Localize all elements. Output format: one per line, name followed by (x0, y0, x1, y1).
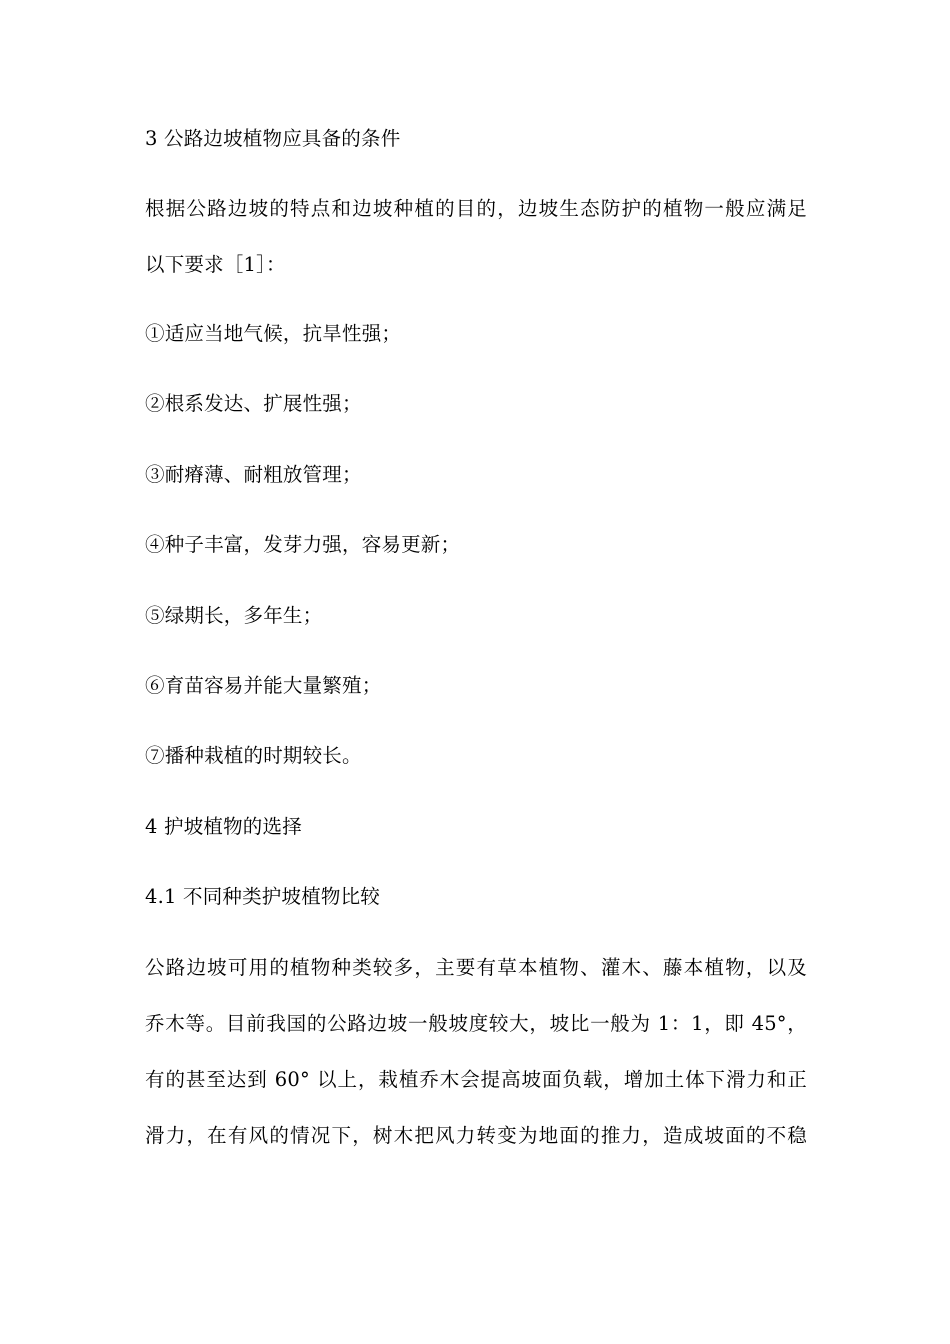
paragraph-line-2: 乔木等。目前我国的公路边坡一般坡度较大，坡比一般为 1：1，即 45°， (145, 1012, 807, 1035)
section-3-intro-line-2: 以下要求［1］： (145, 253, 286, 276)
requirement-item-3: ③耐瘠薄、耐粗放管理； (145, 463, 362, 486)
section-4-1-subheading: 4.1 不同种类护坡植物比较 (145, 885, 381, 908)
requirement-item-4: ④种子丰富，发芽力强，容易更新； (145, 533, 461, 556)
section-3-intro-line-1: 根据公路边坡的特点和边坡种植的目的，边坡生态防护的植物一般应满足 (145, 197, 807, 220)
section-4-heading: 4 护坡植物的选择 (145, 815, 302, 838)
requirement-item-5: ⑤绿期长，多年生； (145, 604, 323, 627)
requirement-item-1: ①适应当地气候，抗旱性强； (145, 322, 402, 345)
requirement-item-7: ⑦播种栽植的时期较长。 (145, 744, 362, 767)
requirement-item-2: ②根系发达、扩展性强； (145, 392, 362, 415)
section-3-heading: 3 公路边坡植物应具备的条件 (145, 127, 401, 150)
paragraph-line-4: 滑力，在有风的情况下，树木把风力转变为地面的推力，造成坡面的不稳 (145, 1124, 807, 1147)
paragraph-line-3: 有的甚至达到 60° 以上，栽植乔木会提高坡面负载，增加土体下滑力和正 (145, 1068, 807, 1091)
paragraph-line-1: 公路边坡可用的植物种类较多，主要有草本植物、灌木、藤本植物，以及 (145, 956, 807, 979)
requirement-item-6: ⑥育苗容易并能大量繁殖； (145, 674, 382, 697)
